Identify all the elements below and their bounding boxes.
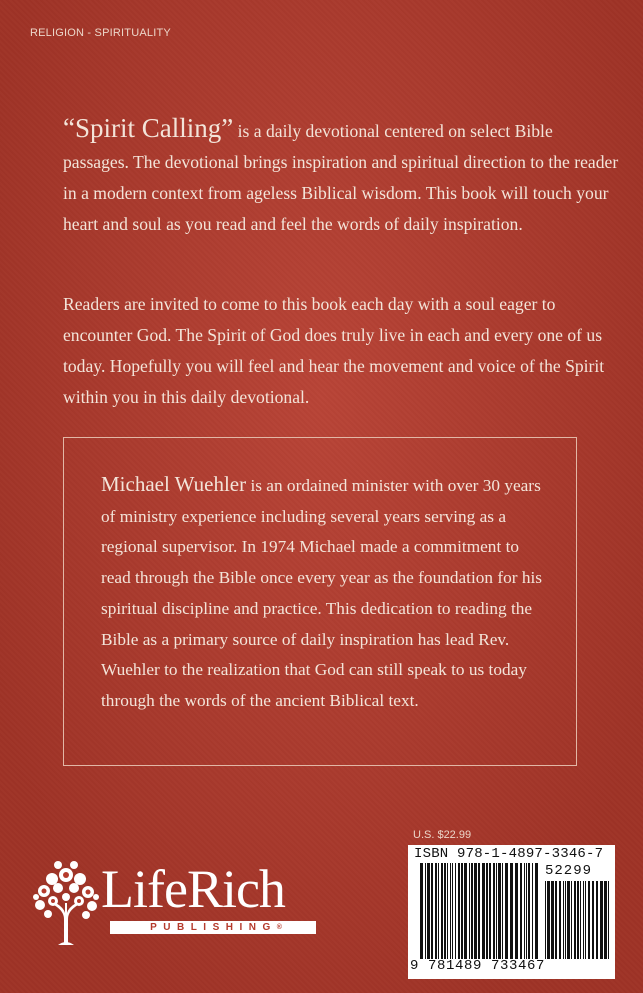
- isbn-barcode: [408, 845, 615, 979]
- barcode-bar: [588, 881, 590, 959]
- barcode-bar: [574, 881, 576, 959]
- barcode-bar: [585, 881, 586, 959]
- barcode-bar: [577, 881, 579, 959]
- barcode-bar: [547, 881, 550, 959]
- blurb-paragraph-1: [63, 113, 623, 240]
- barcode-bar: [608, 881, 609, 959]
- barcode-bar: [458, 863, 460, 959]
- registered-mark: ®: [276, 924, 282, 931]
- barcode-bar: [520, 863, 522, 959]
- category-label: RELIGION - SPIRITUALITY: [30, 27, 171, 39]
- barcode-bar: [478, 863, 480, 959]
- barcode-bar: [567, 881, 570, 959]
- barcode-bar: [555, 881, 557, 959]
- barcode-bar: [455, 863, 456, 959]
- barcode-bar: [431, 863, 433, 959]
- barcode-bar: [604, 881, 607, 959]
- barcode-bar: [559, 881, 561, 959]
- author-bio: [101, 469, 551, 717]
- barcode-bars-main: [420, 863, 538, 959]
- barcode-bar: [482, 863, 485, 959]
- barcode-bar: [461, 863, 463, 959]
- publisher-logo: [28, 855, 328, 945]
- isbn-label: ISBN 978-1-4897-3346-7: [414, 846, 604, 862]
- price-code: 52299: [545, 863, 593, 879]
- tree-icon: [28, 855, 108, 947]
- barcode-bar: [420, 863, 423, 959]
- barcode-bar: [526, 863, 527, 959]
- barcode-bar: [444, 863, 446, 959]
- barcode-bar: [535, 863, 538, 959]
- author-name: Michael Wuehler: [101, 472, 247, 496]
- barcode-bar: [471, 863, 473, 959]
- barcode-bar: [427, 863, 430, 959]
- barcode-bar: [464, 863, 467, 959]
- author-bio-text: is an ordained minister with over 30 years of ministry experience including several years serving as a regional supervisor. In 1974 Michael made a commitment to read through the Bible once every year as the foundation for his spiritual discipline and practice. This dedication to reading the Bible as a primary source of daily inspiration has lead Rev. Wuehler to the realization that God can still speak to us today through the words of the ancient Biblical text.: [101, 476, 543, 710]
- barcode-bar: [502, 863, 503, 959]
- barcode-bar: [592, 881, 594, 959]
- publisher-tagline: PUBLISHING®: [110, 921, 316, 934]
- barcode-bar: [441, 863, 443, 959]
- barcode-bar: [489, 863, 491, 959]
- ean-digits: 9 781489 733467: [410, 958, 546, 974]
- barcode-bar: [532, 863, 533, 959]
- barcode-bar: [493, 863, 495, 959]
- author-bio-box: [63, 437, 577, 766]
- barcode-bar: [583, 881, 584, 959]
- barcode-bar: [563, 881, 564, 959]
- barcode-bar: [435, 863, 437, 959]
- barcode-bar: [447, 863, 448, 959]
- barcode-bar: [450, 863, 451, 959]
- barcode-bar: [528, 863, 530, 959]
- barcode-bar: [600, 881, 603, 959]
- barcode-bar: [580, 881, 581, 959]
- barcode-bar: [474, 863, 477, 959]
- book-title: “Spirit Calling”: [63, 113, 234, 143]
- barcode-bars-addon: [545, 881, 609, 959]
- publisher-name: LifeRich: [101, 859, 285, 919]
- barcode-bar: [524, 863, 525, 959]
- barcode-bar: [498, 863, 501, 959]
- barcode-bar: [425, 863, 426, 959]
- barcode-bar: [486, 863, 488, 959]
- blurb-paragraph-1-text: is a daily devotional centered on select Bible passages. The devotional brings inspiration and spiritual direction to the reader in a modern context from ageless Biblical wisdom. This book will touch your heart and soul as you read and feel the words of daily inspiration.: [63, 121, 619, 234]
- barcode-bar: [565, 881, 566, 959]
- barcode-bar: [571, 881, 572, 959]
- barcode-bar: [469, 863, 470, 959]
- barcode-bar: [505, 863, 508, 959]
- blurb-paragraph-2: Readers are invited to come to this book each day with a soul eager to encounter God. The Spirit of God does truly live in each and every one of us today. Hopefully you will feel and hear the movement and voice of the Spirit within you in this daily devotional.: [63, 294, 605, 407]
- barcode-bar: [545, 881, 546, 959]
- barcode-bar: [551, 881, 554, 959]
- barcode-bar: [515, 863, 518, 959]
- barcode-bar: [596, 881, 598, 959]
- barcode-bar: [496, 863, 497, 959]
- barcode-bar: [452, 863, 453, 959]
- barcode-bar: [510, 863, 513, 959]
- price-label: U.S. $22.99: [413, 829, 472, 841]
- barcode-bar: [438, 863, 439, 959]
